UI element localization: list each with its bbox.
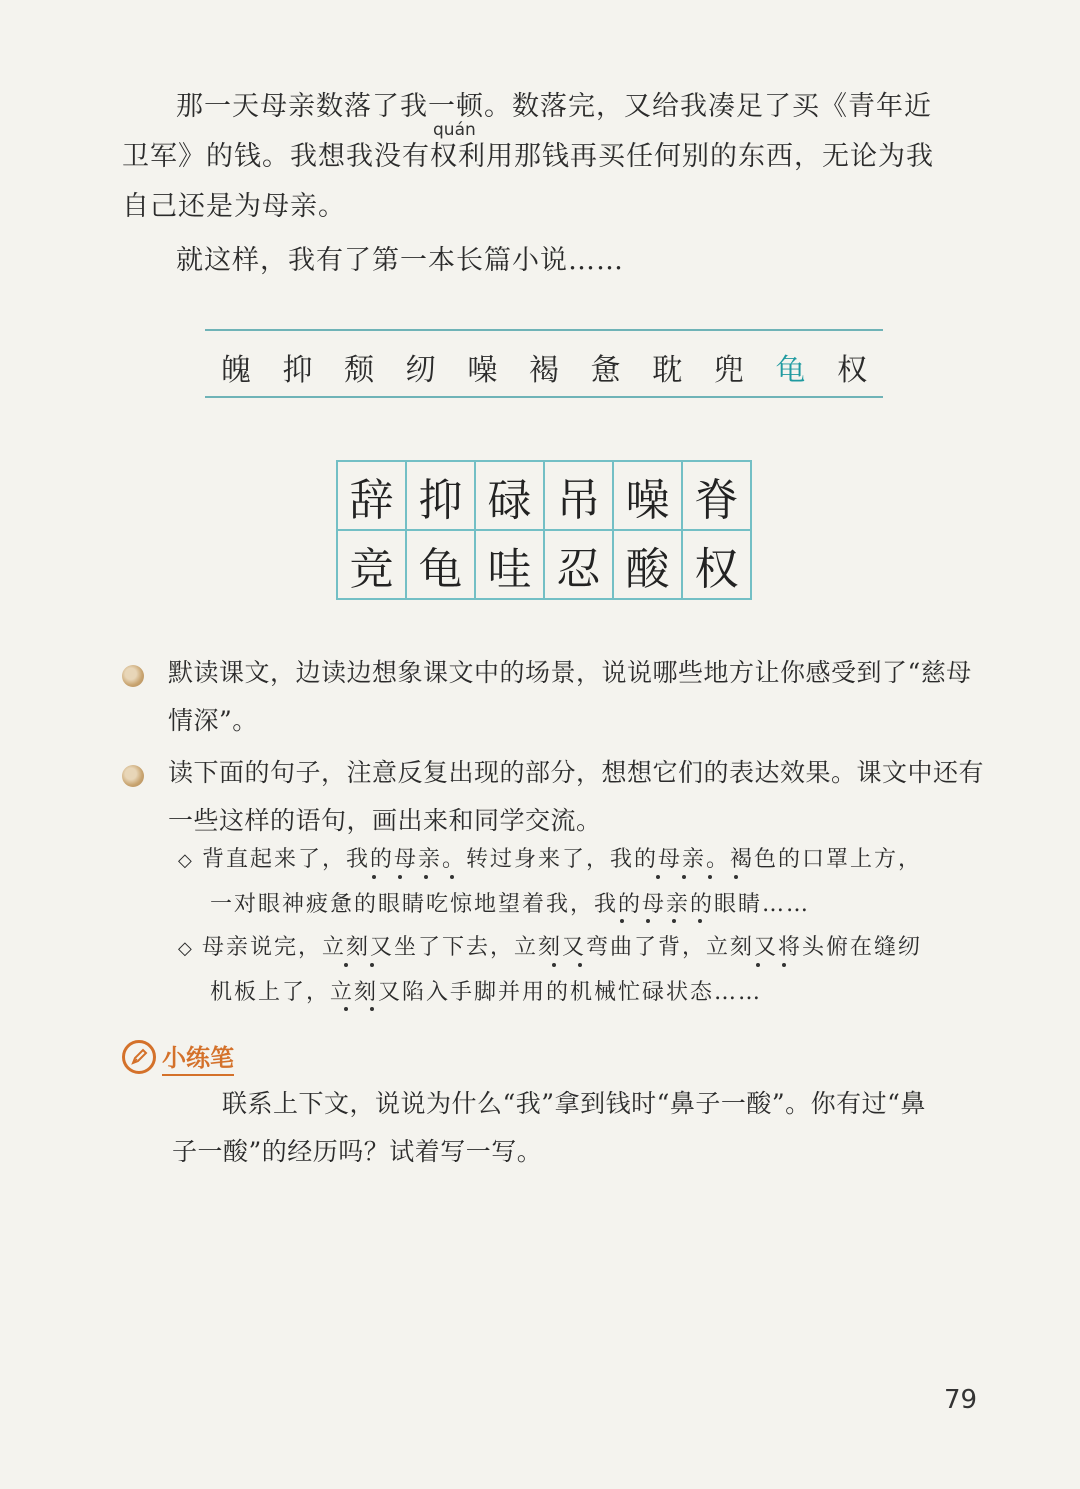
example-sentence-1	[178, 838, 922, 927]
emphasis-dot	[646, 919, 650, 923]
sentence-line	[178, 926, 922, 971]
paragraph-2	[176, 236, 624, 286]
grid-cell: 竞	[338, 531, 407, 600]
emphasis-dot	[672, 919, 676, 923]
grid-cell: 辞	[338, 462, 407, 531]
grid-cell: 吊	[545, 462, 614, 531]
practice-line: 联系上下文，说说为什么“我”拿到钱时“鼻子一酸”。你有过“鼻	[222, 1089, 926, 1118]
emphasis-dot	[656, 875, 660, 879]
sentence-line: 一对眼神疲惫的眼睛吃惊地望着我，我的母亲的眼睛……	[210, 892, 811, 917]
emphasis-dot	[344, 963, 348, 967]
sentence-text: 背直起来了，我的母亲。转过身来了，我的母亲。褐色的口罩上方，	[202, 847, 923, 872]
pen-icon	[122, 1040, 156, 1074]
exercise-bullet-icon	[122, 665, 144, 687]
bottom-rule	[205, 396, 883, 398]
practice-text	[172, 1080, 926, 1176]
paragraph-line: 那一天母亲数落了我一顿。数落完，又给我凑足了买《青年近	[176, 91, 932, 122]
top-rule	[205, 329, 883, 331]
sentence-text: 母亲说完，立刻又坐了下去，立刻又弯曲了背，立刻又将头俯在缝纫	[202, 935, 923, 960]
diamond-icon: ◇	[178, 938, 194, 959]
grid-cell: 忍	[545, 531, 614, 600]
reading-char: 权	[837, 353, 868, 388]
paragraph-1	[122, 82, 934, 232]
emphasis-dot	[398, 875, 402, 879]
emphasis-dot	[708, 875, 712, 879]
reading-char: 抑	[282, 353, 313, 388]
grid-cell: 抑	[407, 462, 476, 531]
emphasis-dot	[782, 963, 786, 967]
page-number: 79	[944, 1385, 978, 1415]
emphasis-dot	[578, 963, 582, 967]
emphasis-dot	[734, 875, 738, 879]
sentence-line: 机板上了，立刻又陷入手脚并用的机械忙碌状态……	[210, 980, 763, 1005]
practice-line: 子一酸”的经历吗？试着写一写。	[172, 1137, 543, 1166]
grid-cell: 哇	[476, 531, 545, 600]
paragraph-line: 卫军》的钱。我想我没有权利用那钱再买任何别的东西，无论为我	[122, 141, 934, 172]
practice-label: 小练笔	[162, 1038, 234, 1076]
grid-cell: 权	[683, 531, 752, 600]
grid-cell: 噪	[614, 462, 683, 531]
emphasis-dot	[756, 963, 760, 967]
exercise-line: 情深”。	[168, 706, 258, 735]
emphasis-dot	[450, 875, 454, 879]
grid-cell: 碌	[476, 462, 545, 531]
emphasis-dot	[370, 1007, 374, 1011]
emphasis-dot	[698, 919, 702, 923]
exercise-line: 一些这样的语句，画出来和同学交流。	[168, 806, 602, 835]
reading-char: 纫	[405, 353, 436, 388]
exercise-1	[168, 649, 972, 745]
emphasis-dot	[370, 963, 374, 967]
sentence-line	[178, 838, 922, 883]
reading-char: 颓	[344, 353, 375, 388]
writing-grid	[336, 460, 752, 600]
reading-char: 魄	[220, 353, 251, 388]
reading-char: 褐	[528, 353, 559, 388]
pinyin-annotation: quán	[433, 120, 476, 140]
reading-word-row	[205, 343, 883, 391]
reading-char: 惫	[590, 353, 621, 388]
emphasis-dot	[620, 919, 624, 923]
example-sentence-2	[178, 926, 922, 1015]
grid-cell: 酸	[614, 531, 683, 600]
reading-char-highlight: 龟	[775, 353, 806, 388]
exercise-line: 读下面的句子，注意反复出现的部分，想想它们的表达效果。课文中还有	[168, 758, 985, 787]
paragraph-line: 自己还是为母亲。	[122, 191, 346, 222]
emphasis-dot	[552, 963, 556, 967]
emphasis-dot	[424, 875, 428, 879]
paragraph-line: 就这样，我有了第一本长篇小说……	[176, 245, 624, 276]
exercise-2	[168, 749, 984, 845]
emphasis-dot	[372, 875, 376, 879]
emphasis-dot	[344, 1007, 348, 1011]
grid-cell: 脊	[683, 462, 752, 531]
grid-cell: 龟	[407, 531, 476, 600]
reading-char: 耽	[652, 353, 683, 388]
exercise-line: 默读课文，边读边想象课文中的场景，说说哪些地方让你感受到了“慈母	[168, 658, 972, 687]
emphasis-dot	[682, 875, 686, 879]
diamond-icon: ◇	[178, 850, 194, 871]
reading-char: 噪	[467, 353, 498, 388]
practice-header	[122, 1038, 234, 1076]
exercise-bullet-icon	[122, 765, 144, 787]
reading-char: 兜	[713, 353, 744, 388]
